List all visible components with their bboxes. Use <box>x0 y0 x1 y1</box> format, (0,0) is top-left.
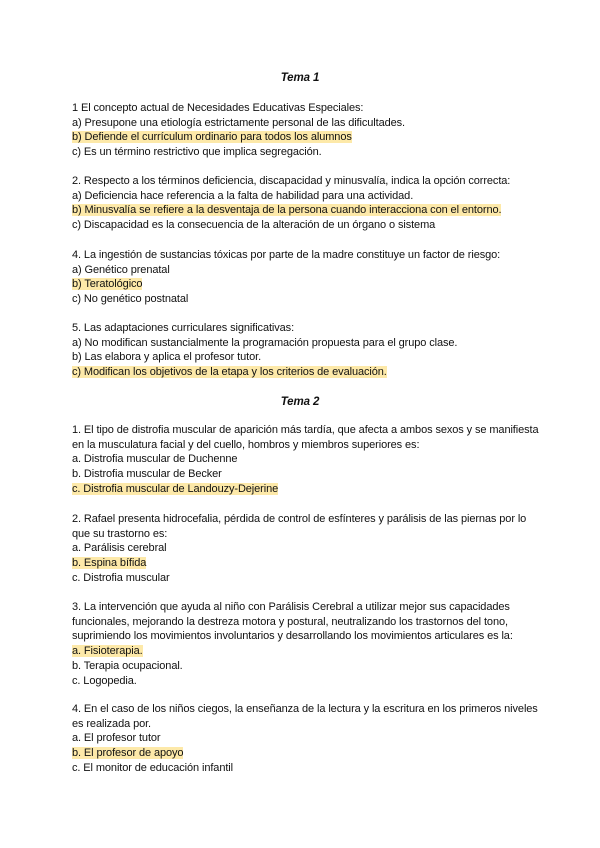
question <box>72 101 542 160</box>
answer-option-highlighted: b. Espina bífida <box>72 557 147 570</box>
question-stem: 2. Rafael presenta hidrocefalia, pérdida de control de esfínteres y parálisis de las piernas por lo que su trastorno es: <box>72 513 527 540</box>
answer-option: c) Discapacidad es la consecuencia de la alteración de un órgano o sistema <box>72 219 436 232</box>
answer-option: b. Distrofia muscular de Becker <box>72 468 222 481</box>
answer-option: c) No genético postnatal <box>72 293 189 306</box>
answer-option: c. Logopedia. <box>72 674 137 687</box>
question-stem: 1 El concepto actual de Necesidades Educativas Especiales: <box>72 102 364 114</box>
section-title: Tema 1 <box>280 72 320 84</box>
question-stem: 1. El tipo de distrofia muscular de aparición más tardía, que afecta a ambos sexos y se manifiesta en la musculatura facial y del cuello, hombros y miembros superiores es: <box>72 424 539 451</box>
answer-option-highlighted: b) Minusvalía se refiere a la desventaja de la persona cuando interacciona con el entorno. <box>72 204 502 217</box>
section-title: Tema 2 <box>280 396 320 408</box>
answer-option: b. Terapia ocupacional. <box>72 659 183 672</box>
question-stem: 4. En el caso de los niños ciegos, la enseñanza de la lectura y la escritura en los primeros niveles es realizada por. <box>72 703 538 730</box>
answer-option: c) Es un término restrictivo que implica segregación. <box>72 146 322 159</box>
answer-option: a) Deficiencia hace referencia a la falta de habilidad para una actividad. <box>72 189 414 202</box>
question-stem: 2. Respecto a los términos deficiencia, discapacidad y minusvalía, indica la opción correcta: <box>72 175 511 187</box>
answer-option: a. Parálisis cerebral <box>72 542 167 555</box>
answer-option: c. El monitor de educación infantil <box>72 761 233 774</box>
answer-option-highlighted: a. Fisioterapia. <box>72 645 143 658</box>
answer-option: a) Genético prenatal <box>72 263 170 276</box>
answer-option-highlighted: b. El profesor de apoyo <box>72 747 184 760</box>
question <box>72 174 542 233</box>
answer-option-highlighted: b) Defiende el currículum ordinario para todos los alumnos <box>72 131 352 144</box>
answer-option: c. Distrofia muscular <box>72 571 170 584</box>
answer-option-highlighted: c) Modifican los objetivos de la etapa y los criterios de evaluación. <box>72 366 387 379</box>
answer-option: b) Las elabora y aplica el profesor tutor. <box>72 351 262 364</box>
question <box>72 321 542 380</box>
question-stem: 3. La intervención que ayuda al niño con Parálisis Cerebral a utilizar mejor sus capacidades funcionales, mejorando la destreza motora y postural, neutralizando los trastornos del tono, suprimiendo los movimientos involuntarios y desarrollando los movimientos articulares es la: <box>72 601 513 643</box>
question <box>72 512 542 586</box>
answer-option: a) No modifican sustancialmente la programación propuesta para el grupo clase. <box>72 336 458 349</box>
answer-option: a. Distrofia muscular de Duchenne <box>72 453 238 466</box>
question <box>72 248 542 307</box>
answer-option-highlighted: c. Distrofia muscular de Landouzy-Dejerine <box>72 482 279 495</box>
question <box>72 600 542 688</box>
answer-option: a) Presupone una etiología estrictamente personal de las dificultades. <box>72 116 405 129</box>
question-stem: 5. Las adaptaciones curriculares significativas: <box>72 322 295 334</box>
answer-option: a. El profesor tutor <box>72 732 161 745</box>
question <box>72 702 542 776</box>
question-stem: 4. La ingestión de sustancias tóxicas por parte de la madre constituye un factor de riesgo: <box>72 249 501 261</box>
question <box>72 423 542 497</box>
answer-option-highlighted: b) Teratológico <box>72 278 143 291</box>
